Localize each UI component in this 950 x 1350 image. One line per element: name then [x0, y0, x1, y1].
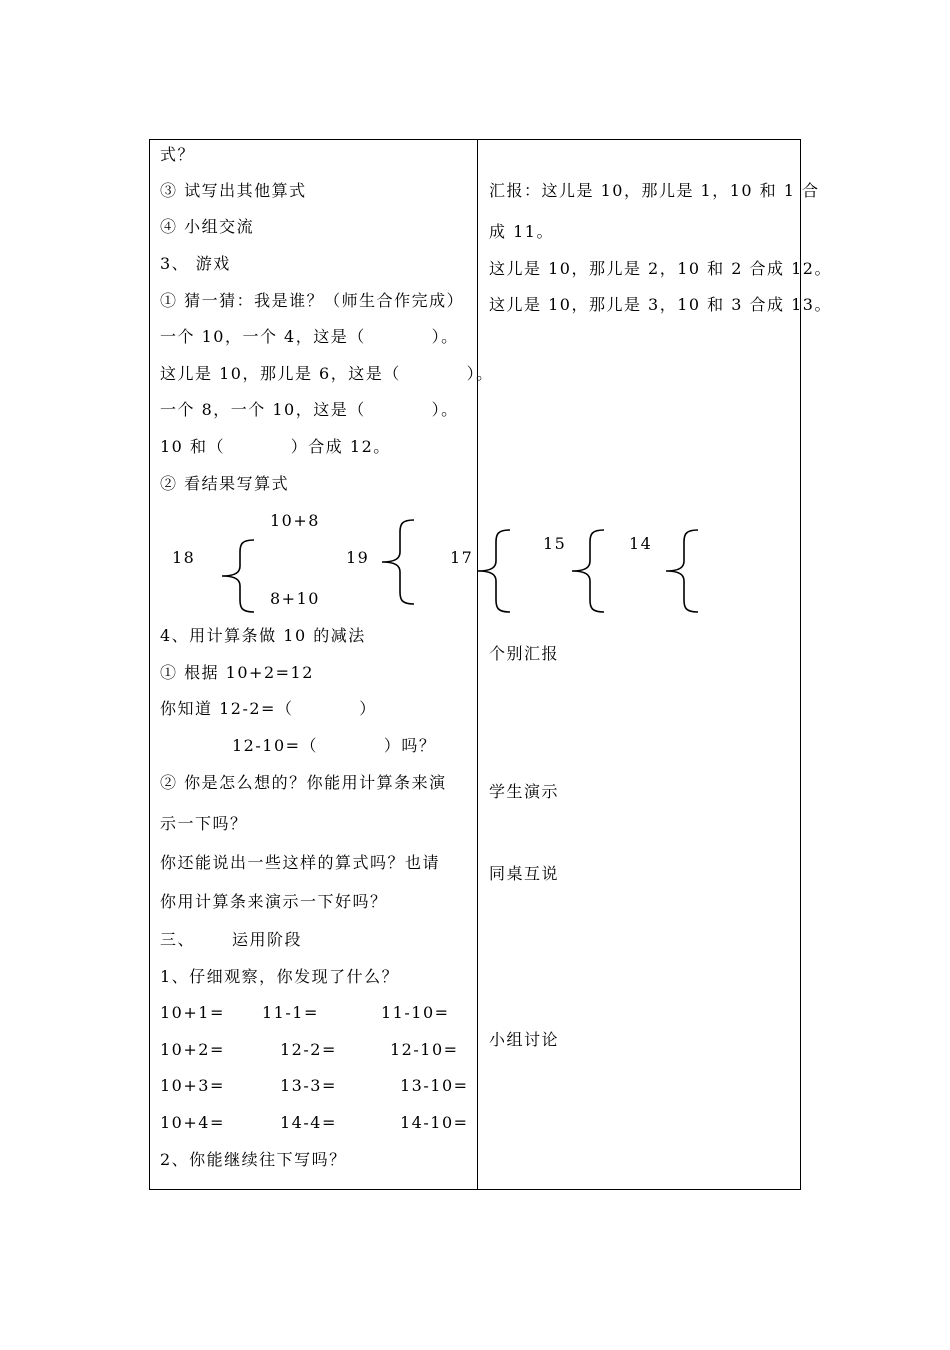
- text-line: 12-10=（ ）吗？: [232, 736, 437, 755]
- text-line: 示一下吗？: [160, 814, 248, 833]
- grid-cell: 14-4=: [280, 1113, 337, 1132]
- equation-bottom: 8+10: [270, 589, 320, 608]
- grid-cell: 10+2=: [160, 1040, 225, 1059]
- grid-cell: 14-10=: [400, 1113, 469, 1132]
- activity-label: 小组讨论: [489, 1030, 560, 1049]
- text-line: ③ 试写出其他算式: [160, 181, 307, 200]
- result-18: 18: [172, 548, 196, 567]
- activity-label: 学生演示: [489, 782, 560, 801]
- grid-cell: 11-1=: [262, 1003, 319, 1022]
- report-line: 这儿是 10，那儿是 3，10 和 3 合成 13。: [489, 295, 832, 314]
- text-line: 10 和（ ）合成 12。: [160, 437, 391, 456]
- grid-cell: 10+1=: [160, 1003, 225, 1022]
- grid-cell: 12-2=: [280, 1040, 337, 1059]
- text-line: 一个 8，一个 10，这是（ ）。: [160, 400, 459, 419]
- text-line: ① 猜一猜：我是谁？（师生合作完成）: [160, 291, 465, 310]
- section-title: 运用阶段: [232, 930, 303, 949]
- section-number: 三、: [160, 930, 196, 949]
- result-19: 19: [346, 548, 370, 567]
- text-line: ② 看结果写算式: [160, 474, 290, 493]
- grid-cell: 10+4=: [160, 1113, 225, 1132]
- grid-cell: 11-10=: [381, 1003, 450, 1022]
- result-17: 17: [450, 548, 474, 567]
- result-15: 15: [543, 534, 567, 553]
- text-line: 2、你能继续往下写吗？: [160, 1150, 347, 1169]
- brace-icon: [474, 528, 514, 614]
- text-line: ④ 小组交流: [160, 217, 255, 236]
- text-line: 1、仔细观察，你发现了什么？: [160, 967, 400, 986]
- text-line: 你知道 12-2=（ ）: [160, 699, 377, 718]
- grid-cell: 13-3=: [280, 1076, 337, 1095]
- grid-cell: 10+3=: [160, 1076, 225, 1095]
- grid-cell: 13-10=: [400, 1076, 469, 1095]
- section-heading: 3、 游戏: [160, 254, 231, 273]
- section-heading: 4、用计算条做 10 的减法: [160, 626, 366, 645]
- brace-icon: [378, 518, 418, 606]
- equation-top: 10+8: [270, 511, 320, 530]
- text-line: ① 根据 10+2=12: [160, 663, 314, 682]
- text-line: 式？: [160, 145, 196, 164]
- activity-label: 个别汇报: [489, 644, 560, 663]
- text-line: 一个 10，一个 4，这是（ ）。: [160, 327, 459, 346]
- text-line: ② 你是怎么想的？你能用计算条来演: [160, 773, 447, 792]
- result-14: 14: [629, 534, 653, 553]
- brace-icon: [568, 528, 608, 614]
- report-line: 汇报：这儿是 10，那儿是 1，10 和 1 合: [489, 181, 820, 200]
- text-line: 你用计算条来演示一下好吗？: [160, 892, 388, 911]
- column-divider: [477, 139, 478, 1190]
- report-line: 这儿是 10，那儿是 2，10 和 2 合成 12。: [489, 259, 832, 278]
- report-line: 成 11。: [489, 222, 554, 241]
- text-line: 你还能说出一些这样的算式吗？也请: [160, 853, 441, 872]
- brace-icon: [662, 528, 702, 614]
- brace-icon: [218, 538, 258, 614]
- grid-cell: 12-10=: [390, 1040, 459, 1059]
- text-line: 这儿是 10，那儿是 6，这是（ ）。: [160, 364, 494, 383]
- activity-label: 同桌互说: [489, 864, 560, 883]
